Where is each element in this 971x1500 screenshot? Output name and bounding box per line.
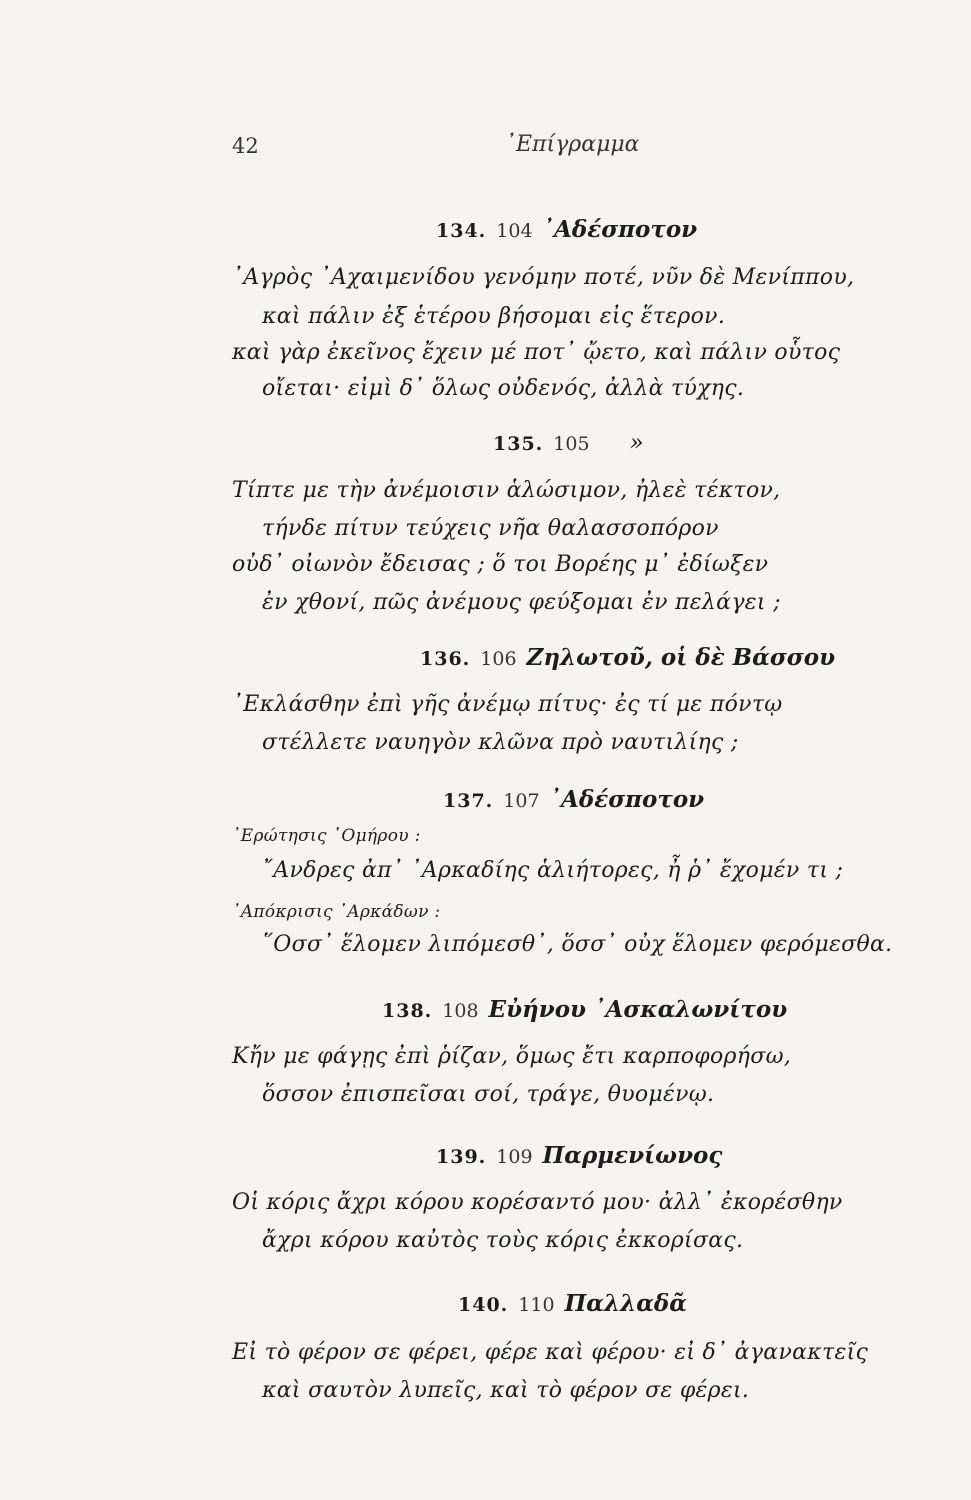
verse-line: καὶ πάλιν ἐξ ἑτέρου βήσομαι εἰς ἕτερον. (262, 304, 726, 329)
verse-line: καὶ γὰρ ἐκεῖνος ἔχειν μέ ποτ᾿ ᾤετο, καὶ πάλιν οὗτος (232, 340, 841, 365)
epigram-ref: 108 (442, 1000, 479, 1022)
verse-line: Οἱ κόρις ἄχρι κόρου κορέσαντό μου· ἀλλ᾿ ἐκορέσθην (232, 1190, 843, 1215)
epigram-author: Παρμενίωνος (542, 1142, 723, 1169)
epigram-heading (436, 1142, 722, 1169)
verse-line: Κἤν με φάγῃς ἐπὶ ῥίζαν, ὅμως ἔτι καρποφορήσω, (232, 1044, 792, 1069)
epigram-number: 134. (436, 220, 487, 242)
verse-line: καὶ σαυτὸν λυπεῖς, καὶ τὸ φέρον σε φέρει. (262, 1378, 750, 1403)
verse-line: τήνδε πίτυν τεύχεις νῆα θαλασσοπόρον (262, 516, 719, 541)
epigram-number: 135. (493, 433, 544, 455)
epigram-heading (443, 786, 704, 813)
verse-line: ᾿Αγρὸς ᾿Αχαιμενίδου γενόμην ποτέ, νῦν δὲ Μενίππου, (232, 265, 855, 290)
epigram-heading (436, 216, 697, 243)
epigram-ref: 109 (496, 1146, 533, 1168)
verse-line: Τίπτε με τὴν ἀνέμοισιν ἁλώσιμον, ἠλεὲ τέκτον, (232, 478, 781, 503)
epigram-ref: 106 (480, 648, 517, 670)
epigram-number: 139. (436, 1146, 487, 1168)
epigram-number: 138. (382, 1000, 433, 1022)
verse-line: ὅσσον ἐπισπεῖσαι σοί, τράγε, θυομένῳ. (262, 1082, 715, 1107)
epigram-number: 136. (420, 648, 471, 670)
epigram-author: Ζηλωτοῦ, οἱ δὲ Βάσσου (526, 644, 836, 671)
epigram-heading (382, 996, 787, 1023)
verse-line: ἄχρι κόρου καὐτὸς τοὺς κόρις ἐκκορίσας. (262, 1228, 744, 1253)
epigram-heading (420, 644, 835, 671)
epigram-heading (458, 1290, 687, 1317)
speaker-label: ᾿Απόκρισις ᾿Αρκάδων : (232, 902, 441, 922)
verse-line: ῎Ανδρες ἀπ᾿ ᾿Αρκαδίης ἁλιήτορες, ἦ ῥ᾿ ἔχομέν τι ; (262, 858, 844, 883)
epigram-number: 137. (443, 790, 494, 812)
epigram-author: ᾿Αδέσποτον (549, 786, 705, 813)
epigram-heading (493, 430, 644, 456)
page-number: 42 (232, 134, 259, 158)
epigram-ref: 107 (503, 790, 540, 812)
epigram-ref: 110 (518, 1294, 555, 1316)
epigram-number: 140. (458, 1294, 509, 1316)
running-title: ᾿Επίγραμμα (505, 132, 640, 157)
epigram-ref: 104 (496, 220, 533, 242)
verse-line: ἐν χθονί, πῶς ἀνέμους φεύξομαι ἐν πελάγει ; (262, 590, 781, 615)
epigram-author: Παλλαδᾶ (564, 1290, 687, 1317)
epigram-author: Εὐήνου ᾿Ασκαλωνίτου (488, 996, 788, 1023)
epigram-author: » (629, 430, 644, 456)
verse-line: οἴεται· εἰμὶ δ᾿ ὅλως οὐδενός, ἀλλὰ τύχης. (262, 376, 745, 401)
speaker-label: ᾿Ερώτησις ῾Ομήρου : (232, 826, 421, 846)
verse-line: στέλλετε ναυηγὸν κλῶνα πρὸ ναυτιλίης ; (262, 730, 739, 755)
verse-line: Εἰ τὸ φέρον σε φέρει, φέρε καὶ φέρου· εἰ δ᾿ ἀγανακτεῖς (232, 1340, 869, 1365)
verse-line: ῞Οσσ᾿ ἕλομεν λιπόμεσθ᾿, ὅσσ᾿ οὐχ ἕλομεν φερόμεσθα. (262, 932, 893, 957)
epigram-author: ᾿Αδέσποτον (542, 216, 698, 243)
verse-line: ᾿Εκλάσθην ἐπὶ γῆς ἀνέμῳ πίτυς· ἐς τί με πόντῳ (232, 692, 783, 717)
epigram-ref: 105 (553, 433, 590, 455)
verse-line: οὐδ᾿ οἰωνὸν ἔδεισας ; ὅ τοι Βορέης μ᾿ ἐδίωξεν (232, 552, 769, 577)
